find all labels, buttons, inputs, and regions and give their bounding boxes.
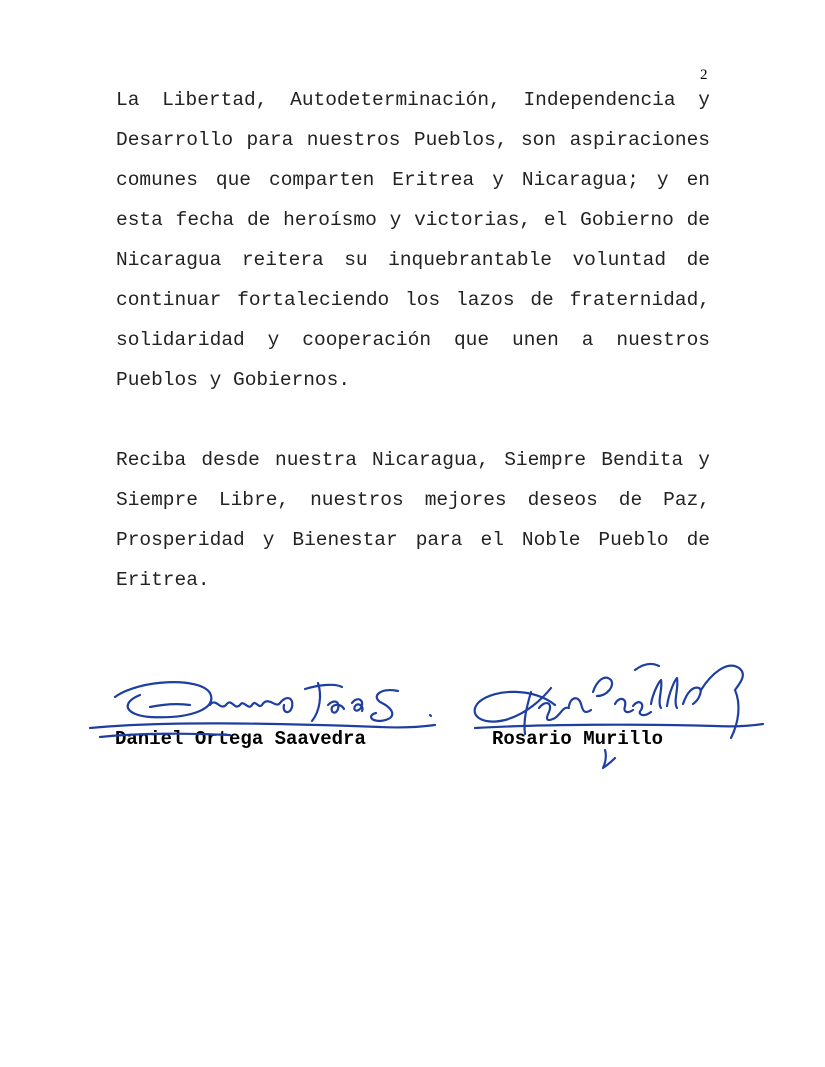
paragraph-1: La Libertad, Autodeterminación, Independencia y Desarrollo para nuestros Pueblos, son aspiraciones comunes que comparten Eritrea y Nicaragua; y en esta fecha de heroísmo y victorias, el Gobierno de Nicaragua reitera su inquebrantable voluntad de continuar fortaleciendo los lazos de fraternidad, solidaridad y cooperación que unen a nuestros Pueblos y Gobiernos. [116,89,710,391]
signatory-name-murillo: Rosario Murillo [492,728,664,750]
signature-murillo [465,650,775,775]
paragraph-2: Reciba desde nuestra Nicaragua, Siempre Bendita y Siempre Libre, nuestros mejores deseos de Paz, Prosperidad y Bienestar para el Noble Pueblo de Eritrea. [116,449,710,591]
signatory-name-ortega: Daniel Ortega Saavedra [115,728,366,750]
page-number: 2 [700,67,708,83]
letter-body [116,80,710,600]
